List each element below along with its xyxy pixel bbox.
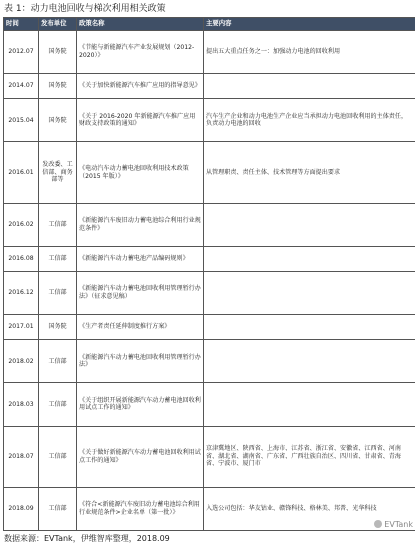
policy-table-container [3,17,415,531]
cell-policy-name: 《新能源汽车废旧动力蓄电池综合利用行业规范条件》 [77,203,204,246]
cell-main-content [204,246,416,271]
table-row [4,31,416,74]
cell-agency: 国务院 [39,74,77,99]
header-policy-name: 政策名称 [77,18,204,31]
table-row [4,246,416,271]
cell-main-content [204,315,416,340]
cell-date: 2016.12 [4,271,39,314]
cell-agency: 工信部 [39,487,77,530]
cell-policy-name: 《电动汽车动力蓄电池回收利用技术政策（2015 年版）》 [77,142,204,203]
cell-date: 2017.01 [4,315,39,340]
cell-agency: 工信部 [39,203,77,246]
table-row [4,487,416,530]
table-row [4,74,416,99]
cell-date: 2015.04 [4,99,39,142]
policy-table [3,17,415,531]
cell-date: 2016.08 [4,246,39,271]
cell-date: 2018.03 [4,383,39,426]
table-header-row [4,18,416,31]
table-row [4,426,416,487]
cell-date: 2018.09 [4,487,39,530]
cell-main-content: 汽车生产企业和动力电池生产企业应当承担动力电池回收利用的主体责任，负责动力电池的回收 [204,99,416,142]
cell-policy-name: 《关于 2016-2020 年新能源汽车推广应用财政支持政策的通知》 [77,99,204,142]
watermark-text: EVTank [384,520,413,529]
wechat-logo-icon [374,520,382,528]
header-agency: 发布单位 [39,18,77,31]
table-row [4,142,416,203]
table-row [4,340,416,383]
cell-agency: 发改委、工信部、商务部等 [39,142,77,203]
cell-date: 2016.01 [4,142,39,203]
cell-date: 2016.02 [4,203,39,246]
cell-main-content [204,383,416,426]
cell-date: 2018.02 [4,340,39,383]
cell-main-content: 入选公司包括：华友钴业、赣锋科技、格林美、邦普、光华科技 [204,487,416,530]
table-caption: 表 1：动力电池回收与梯次利用相关政策 [4,4,166,14]
cell-main-content [204,340,416,383]
header-date: 时间 [4,18,39,31]
cell-agency: 工信部 [39,426,77,487]
cell-policy-name: 《关于组织开展新能源汽车动力蓄电池回收利用试点工作的通知》 [77,383,204,426]
cell-policy-name: 《符合<新能源汽车废旧动力蓄电池综合利用行业规范条件>企业名单（第一批）》 [77,487,204,530]
cell-agency: 工信部 [39,271,77,314]
cell-agency: 国务院 [39,99,77,142]
header-main-content: 主要内容 [204,18,416,31]
cell-policy-name: 《节能与新能源汽车产业发展规划（2012-2020）》 [77,31,204,74]
cell-agency: 工信部 [39,340,77,383]
cell-main-content [204,203,416,246]
table-row [4,203,416,246]
cell-agency: 工信部 [39,246,77,271]
table-row [4,383,416,426]
cell-main-content: 京津冀地区、陕西省、上海市、江苏省、浙江省、安徽省、江西省、河南省、湖北省、湖南省、广东省、广西壮族自治区、四川省、甘肃省、青海省、宁波市、厦门市 [204,426,416,487]
cell-date: 2018.07 [4,426,39,487]
table-row [4,271,416,314]
cell-policy-name: 《关于加快新能源汽车推广应用的指导意见》 [77,74,204,99]
cell-main-content: 从管理职责、责任主体、技术管理等方面提出要求 [204,142,416,203]
cell-policy-name: 《新能源汽车动力蓄电池回收利用管理暂行办法》（征求意见稿） [77,271,204,314]
cell-main-content [204,271,416,314]
cell-policy-name: 《生产者责任延伸制度推行方案》 [77,315,204,340]
cell-agency: 国务院 [39,315,77,340]
table-row [4,315,416,340]
table-row [4,99,416,142]
cell-policy-name: 《新能源汽车动力蓄电池产品编码规则》 [77,246,204,271]
cell-main-content: 提出五大重点任务之一：加强动力电池的回收利用 [204,31,416,74]
cell-policy-name: 《新能源汽车动力蓄电池回收利用管理暂行办法》 [77,340,204,383]
evtank-watermark [374,520,413,530]
cell-agency: 工信部 [39,383,77,426]
cell-main-content [204,74,416,99]
data-source-note: 数据来源：EVTank，伊维智库整理，2018.09 [4,534,170,543]
cell-policy-name: 《关于做好新能源汽车动力蓄电池回收利用试点工作的通知》 [77,426,204,487]
cell-agency: 国务院 [39,31,77,74]
cell-date: 2014.07 [4,74,39,99]
cell-date: 2012.07 [4,31,39,74]
